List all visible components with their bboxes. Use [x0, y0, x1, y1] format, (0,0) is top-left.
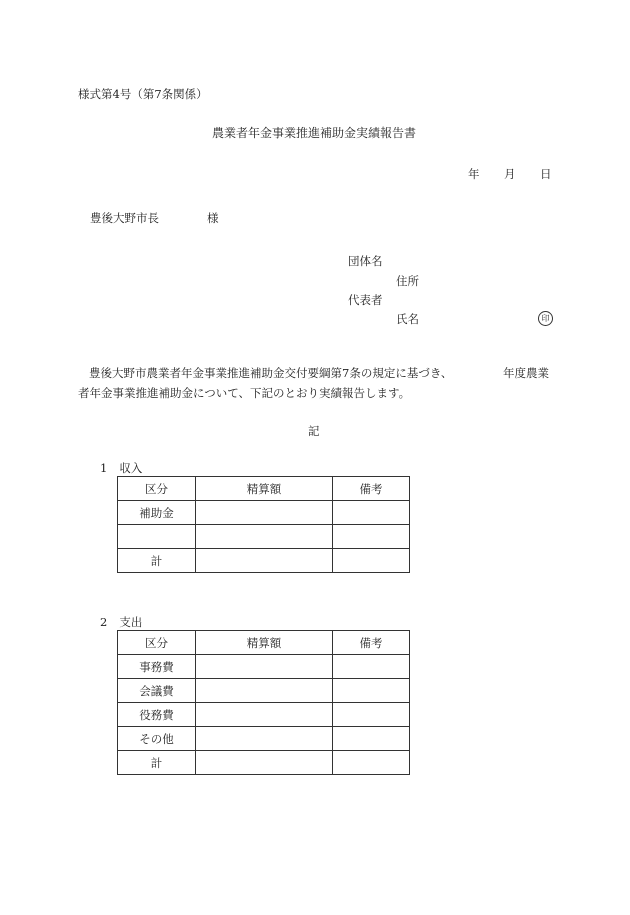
income-heading-number: 1 — [100, 461, 108, 475]
remarks-cell — [333, 751, 410, 775]
address-label: 住所 — [396, 274, 419, 288]
row-category: 補助金 — [118, 501, 196, 525]
table-row — [118, 525, 410, 549]
row-category: 計 — [118, 751, 196, 775]
org-name-label: 団体名 — [348, 254, 383, 268]
expense-heading — [100, 614, 142, 630]
amount-cell — [196, 549, 333, 573]
date-month-label: 月 — [504, 167, 516, 181]
body-line-1-fiscal-year: 年度農業 — [503, 366, 549, 380]
seal-label: 印 — [538, 311, 553, 326]
header-category: 区分 — [118, 631, 196, 655]
income-heading — [100, 460, 142, 476]
table-header-row — [118, 631, 410, 655]
header-remarks: 備考 — [333, 477, 410, 501]
expense-heading-label: 支出 — [119, 615, 143, 629]
table-header-row — [118, 477, 410, 501]
income-heading-label: 収入 — [119, 461, 143, 475]
income-table — [117, 476, 410, 573]
seal-mark — [538, 310, 553, 326]
row-category — [118, 525, 196, 549]
body-paragraph — [78, 363, 553, 403]
remarks-cell — [333, 655, 410, 679]
table-row — [118, 655, 410, 679]
body-line-1: 豊後大野市農業者年金事業推進補助金交付要綱第7条の規定に基づき、 — [89, 366, 453, 380]
remarks-cell — [333, 703, 410, 727]
remarks-cell — [333, 501, 410, 525]
amount-cell — [196, 525, 333, 549]
addressee-name: 豊後大野市長 — [90, 211, 159, 225]
expense-heading-number: 2 — [100, 615, 108, 629]
remarks-cell — [333, 549, 410, 573]
date-day-label: 日 — [540, 167, 552, 181]
header-settlement-amount: 精算額 — [196, 477, 333, 501]
table-row — [118, 727, 410, 751]
remarks-cell — [333, 679, 410, 703]
remarks-cell — [333, 727, 410, 751]
row-category: 計 — [118, 549, 196, 573]
header-settlement-amount: 精算額 — [196, 631, 333, 655]
header-remarks: 備考 — [333, 631, 410, 655]
ki-label: 記 — [308, 424, 320, 438]
amount-cell — [196, 655, 333, 679]
document-title: 農業者年金事業推進補助金実績報告書 — [212, 126, 417, 140]
row-category: その他 — [118, 727, 196, 751]
amount-cell — [196, 751, 333, 775]
addressee-honorific: 様 — [207, 211, 219, 225]
header-category: 区分 — [118, 477, 196, 501]
date-year-label: 年 — [468, 167, 480, 181]
row-category: 役務費 — [118, 703, 196, 727]
table-row — [118, 679, 410, 703]
expense-table — [117, 630, 410, 775]
amount-cell — [196, 679, 333, 703]
table-row-total — [118, 751, 410, 775]
table-row — [118, 501, 410, 525]
name-label: 氏名 — [396, 312, 419, 326]
table-row — [118, 703, 410, 727]
amount-cell — [196, 703, 333, 727]
table-row-total — [118, 549, 410, 573]
amount-cell — [196, 501, 333, 525]
row-category: 事務費 — [118, 655, 196, 679]
row-category: 会議費 — [118, 679, 196, 703]
remarks-cell — [333, 525, 410, 549]
form-number: 様式第4号（第7条関係） — [78, 87, 208, 101]
representative-label: 代表者 — [348, 293, 383, 307]
amount-cell — [196, 727, 333, 751]
body-line-2: 者年金事業推進補助金について、下記のとおり実績報告します。 — [78, 386, 411, 400]
